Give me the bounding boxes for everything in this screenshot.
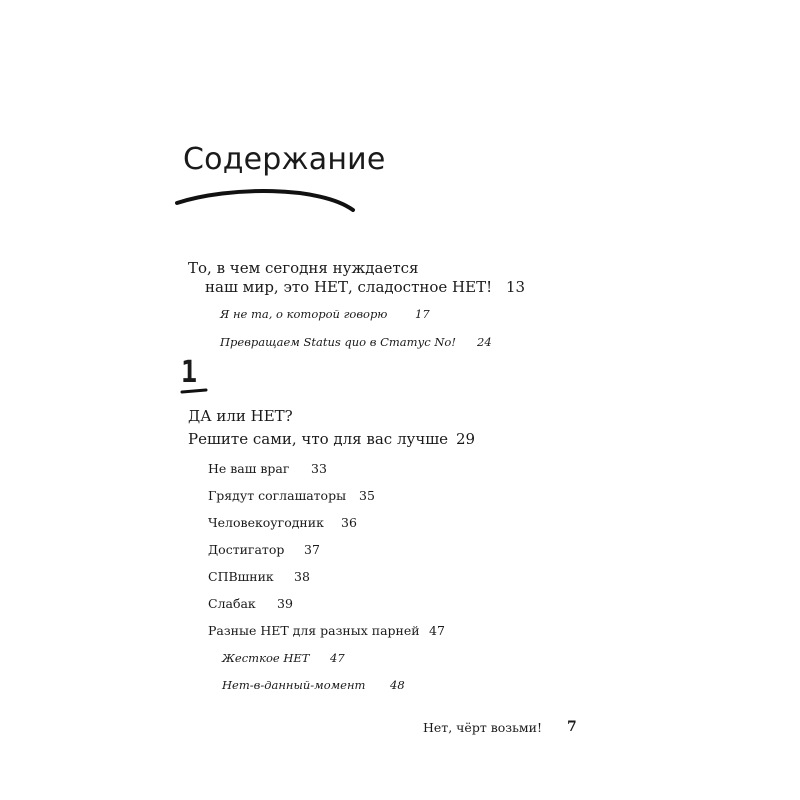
toc-item-2-page: 35: [359, 488, 375, 503]
toc-item-7-page: 47: [429, 623, 445, 638]
toc-subitem-1-page: 47: [330, 651, 345, 665]
intro-title-line2: наш мир, это НЕТ, сладостное НЕТ!: [205, 278, 493, 296]
chapter-number: 1: [180, 355, 198, 390]
toc-item-2-label: Грядут соглашаторы: [208, 488, 347, 503]
toc-item-6-label: Слабак: [208, 596, 256, 611]
footer-page-number: 7: [567, 719, 577, 735]
toc-item-5-page: 38: [294, 569, 310, 584]
chapter1-title-line2: Решите сами, что для вас лучше: [188, 430, 449, 448]
toc-item-3-label: Человекоугодник: [208, 515, 324, 530]
toc-item-5-label: СПВшник: [208, 569, 274, 584]
intro-sub-2-page: 24: [477, 335, 492, 349]
toc-item-6-page: 39: [277, 596, 293, 611]
toc-subitem-2-label: Нет-в-данный-момент: [222, 678, 366, 692]
toc-item-3-page: 36: [341, 515, 357, 530]
intro-sub-2-label: Превращаем Status quo в Статус No!: [220, 335, 456, 349]
chapter-number-base-stroke-icon: [182, 390, 206, 392]
toc-subitem-2-page: 48: [390, 678, 405, 692]
intro-sub-1-page: 17: [415, 307, 430, 321]
toc-item-4-label: Достигатор: [208, 542, 285, 557]
toc-item-1-page: 33: [311, 461, 327, 476]
intro-page-number: 13: [506, 278, 526, 296]
footer-book-title: Нет, чёрт возьми!: [423, 720, 542, 735]
intro-title-line1: То, в чем сегодня нуждается: [188, 259, 419, 277]
toc-item-7-label: Разные НЕТ для разных парней: [208, 623, 420, 638]
toc-subitem-1-label: Жесткое НЕТ: [222, 651, 310, 665]
toc-item-4-page: 37: [304, 542, 320, 557]
intro-sub-1-label: Я не та, о которой говорю: [220, 307, 388, 321]
page-title: Содержание: [183, 142, 386, 177]
toc-item-1-label: Не ваш враг: [208, 461, 290, 476]
chapter1-title-line1: ДА или НЕТ?: [188, 407, 293, 425]
chapter1-page-number: 29: [456, 430, 476, 448]
